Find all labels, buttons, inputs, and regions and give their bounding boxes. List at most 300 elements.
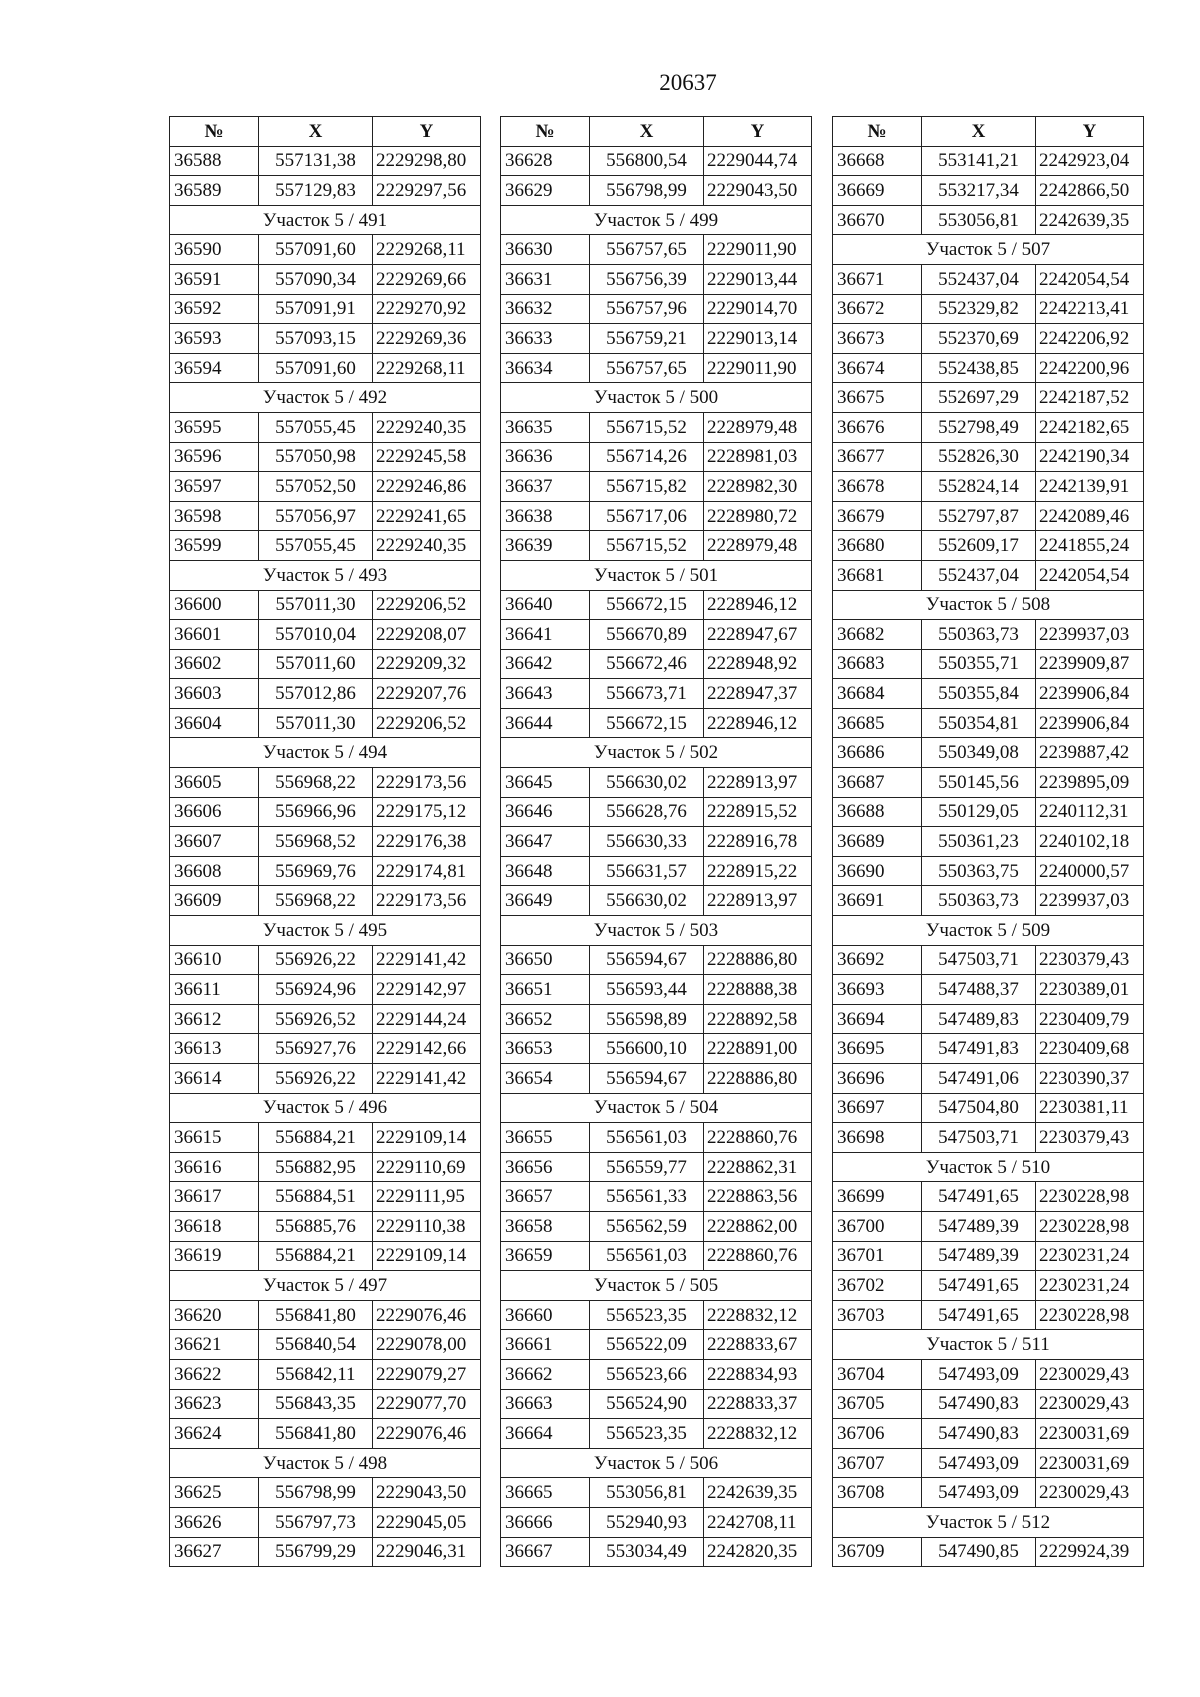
point-number: 36670: [833, 205, 922, 235]
table-row: [833, 442, 1144, 472]
y-coordinate: 2230029,43: [1036, 1389, 1144, 1419]
table-row: [170, 472, 481, 502]
section-label: Участок 5 / 493: [170, 560, 481, 590]
point-number: 36693: [833, 975, 922, 1005]
point-number: 36673: [833, 324, 922, 354]
y-coordinate: 2230231,24: [1036, 1241, 1144, 1271]
point-number: 36630: [501, 235, 590, 265]
point-number: 36665: [501, 1478, 590, 1508]
table-row: [833, 975, 1144, 1005]
table-row: [170, 1478, 481, 1508]
y-coordinate: 2230031,69: [1036, 1419, 1144, 1449]
y-coordinate: 2242200,96: [1036, 353, 1144, 383]
y-coordinate: 2230379,43: [1036, 1123, 1144, 1153]
table-row: [170, 1300, 481, 1330]
table-row: [501, 1478, 812, 1508]
header-num: №: [501, 117, 590, 147]
y-coordinate: 2228979,48: [704, 531, 812, 561]
point-number: 36590: [170, 235, 259, 265]
x-coordinate: 557055,45: [259, 412, 373, 442]
y-coordinate: 2229142,97: [373, 975, 481, 1005]
x-coordinate: 547491,65: [922, 1271, 1036, 1301]
x-coordinate: 553056,81: [922, 205, 1036, 235]
section-row: [501, 560, 812, 590]
table-row: [501, 856, 812, 886]
y-coordinate: 2228947,67: [704, 620, 812, 650]
table-row: [501, 146, 812, 176]
y-coordinate: 2239937,03: [1036, 620, 1144, 650]
point-number: 36623: [170, 1389, 259, 1419]
x-coordinate: 557050,98: [259, 442, 373, 472]
table-row: [833, 1004, 1144, 1034]
point-number: 36605: [170, 768, 259, 798]
table-row: [170, 1241, 481, 1271]
table-row: [170, 1211, 481, 1241]
point-number: 36668: [833, 146, 922, 176]
y-coordinate: 2239895,09: [1036, 768, 1144, 798]
table-row: [170, 294, 481, 324]
table-row: [501, 1034, 812, 1064]
y-coordinate: 2228862,31: [704, 1152, 812, 1182]
x-coordinate: 550129,05: [922, 797, 1036, 827]
y-coordinate: 2228860,76: [704, 1241, 812, 1271]
point-number: 36691: [833, 886, 922, 916]
header-row: [833, 117, 1144, 147]
x-coordinate: 556630,33: [590, 827, 704, 857]
point-number: 36592: [170, 294, 259, 324]
x-coordinate: 556717,06: [590, 501, 704, 531]
point-number: 36700: [833, 1211, 922, 1241]
section-label: Участок 5 / 492: [170, 383, 481, 413]
section-label: Участок 5 / 510: [833, 1152, 1144, 1182]
x-coordinate: 556924,96: [259, 975, 373, 1005]
x-coordinate: 556630,02: [590, 886, 704, 916]
header-row: [170, 117, 481, 147]
y-coordinate: 2229077,70: [373, 1389, 481, 1419]
point-number: 36613: [170, 1034, 259, 1064]
y-coordinate: 2241855,24: [1036, 531, 1144, 561]
point-number: 36639: [501, 531, 590, 561]
table-row: [170, 412, 481, 442]
x-coordinate: 556841,80: [259, 1419, 373, 1449]
x-coordinate: 557011,60: [259, 649, 373, 679]
y-coordinate: 2242206,92: [1036, 324, 1144, 354]
x-coordinate: 552797,87: [922, 501, 1036, 531]
x-coordinate: 550349,08: [922, 738, 1036, 768]
table-row: [501, 1123, 812, 1153]
point-number: 36690: [833, 856, 922, 886]
x-coordinate: 552826,30: [922, 442, 1036, 472]
point-number: 36683: [833, 649, 922, 679]
header-x: X: [590, 117, 704, 147]
y-coordinate: 2229142,66: [373, 1034, 481, 1064]
x-coordinate: 553141,21: [922, 146, 1036, 176]
table-row: [170, 176, 481, 206]
table-row: [501, 501, 812, 531]
point-number: 36651: [501, 975, 590, 1005]
y-coordinate: 2242190,34: [1036, 442, 1144, 472]
x-coordinate: 547489,39: [922, 1211, 1036, 1241]
y-coordinate: 2242923,04: [1036, 146, 1144, 176]
table-row: [170, 353, 481, 383]
section-row: [833, 590, 1144, 620]
header-num: №: [833, 117, 922, 147]
y-coordinate: 2239887,42: [1036, 738, 1144, 768]
point-number: 36608: [170, 856, 259, 886]
table-row: [170, 1064, 481, 1094]
point-number: 36655: [501, 1123, 590, 1153]
x-coordinate: 556966,96: [259, 797, 373, 827]
y-coordinate: 2229011,90: [704, 235, 812, 265]
y-coordinate: 2230381,11: [1036, 1093, 1144, 1123]
section-label: Участок 5 / 511: [833, 1330, 1144, 1360]
table-row: [501, 945, 812, 975]
point-number: 36701: [833, 1241, 922, 1271]
point-number: 36708: [833, 1478, 922, 1508]
header-x: X: [259, 117, 373, 147]
point-number: 36679: [833, 501, 922, 531]
y-coordinate: 2229111,95: [373, 1182, 481, 1212]
x-coordinate: 550355,71: [922, 649, 1036, 679]
table-row: [833, 945, 1144, 975]
x-coordinate: 557011,30: [259, 708, 373, 738]
y-coordinate: 2228948,92: [704, 649, 812, 679]
x-coordinate: 556885,76: [259, 1211, 373, 1241]
y-coordinate: 2229110,69: [373, 1152, 481, 1182]
section-row: [833, 1507, 1144, 1537]
point-number: 36632: [501, 294, 590, 324]
point-number: 36646: [501, 797, 590, 827]
table-row: [170, 649, 481, 679]
x-coordinate: 556799,29: [259, 1537, 373, 1567]
y-coordinate: 2228913,97: [704, 768, 812, 798]
point-number: 36686: [833, 738, 922, 768]
y-coordinate: 2239937,03: [1036, 886, 1144, 916]
table-row: [501, 1330, 812, 1360]
x-coordinate: 557090,34: [259, 264, 373, 294]
point-number: 36666: [501, 1507, 590, 1537]
x-coordinate: 547491,06: [922, 1064, 1036, 1094]
x-coordinate: 550363,75: [922, 856, 1036, 886]
section-label: Участок 5 / 508: [833, 590, 1144, 620]
table-row: [501, 264, 812, 294]
table-row: [833, 1064, 1144, 1094]
table-row: [833, 886, 1144, 916]
x-coordinate: 556561,33: [590, 1182, 704, 1212]
x-coordinate: 552438,85: [922, 353, 1036, 383]
y-coordinate: 2229144,24: [373, 1004, 481, 1034]
coordinate-table-2: [500, 116, 812, 1567]
x-coordinate: 557091,91: [259, 294, 373, 324]
table-row: [833, 649, 1144, 679]
section-label: Участок 5 / 502: [501, 738, 812, 768]
section-row: [833, 916, 1144, 946]
x-coordinate: 556628,76: [590, 797, 704, 827]
coordinate-table-1: [169, 116, 481, 1567]
point-number: 36616: [170, 1152, 259, 1182]
point-number: 36612: [170, 1004, 259, 1034]
x-coordinate: 547493,09: [922, 1478, 1036, 1508]
table-row: [833, 1478, 1144, 1508]
y-coordinate: 2228981,03: [704, 442, 812, 472]
x-coordinate: 547491,65: [922, 1182, 1036, 1212]
header-y: Y: [704, 117, 812, 147]
table-row: [833, 1419, 1144, 1449]
point-number: 36657: [501, 1182, 590, 1212]
y-coordinate: 2242054,54: [1036, 560, 1144, 590]
y-coordinate: 2228913,97: [704, 886, 812, 916]
x-coordinate: 557093,15: [259, 324, 373, 354]
point-number: 36615: [170, 1123, 259, 1153]
point-number: 36660: [501, 1300, 590, 1330]
point-number: 36601: [170, 620, 259, 650]
x-coordinate: 557010,04: [259, 620, 373, 650]
x-coordinate: 556524,90: [590, 1389, 704, 1419]
section-label: Участок 5 / 504: [501, 1093, 812, 1123]
table-row: [170, 1004, 481, 1034]
table-row: [833, 827, 1144, 857]
table-row: [833, 620, 1144, 650]
y-coordinate: 2242182,65: [1036, 412, 1144, 442]
table-row: [833, 294, 1144, 324]
y-coordinate: 2229206,52: [373, 590, 481, 620]
x-coordinate: 556594,67: [590, 945, 704, 975]
x-coordinate: 556757,96: [590, 294, 704, 324]
point-number: 36607: [170, 827, 259, 857]
x-coordinate: 556714,26: [590, 442, 704, 472]
table-row: [501, 1359, 812, 1389]
table-row: [833, 768, 1144, 798]
x-coordinate: 556926,22: [259, 1064, 373, 1094]
point-number: 36650: [501, 945, 590, 975]
table-row: [501, 679, 812, 709]
table-row: [170, 856, 481, 886]
point-number: 36652: [501, 1004, 590, 1034]
y-coordinate: 2229141,42: [373, 1064, 481, 1094]
x-coordinate: 547490,85: [922, 1537, 1036, 1567]
table-row: [501, 472, 812, 502]
y-coordinate: 2230389,01: [1036, 975, 1144, 1005]
point-number: 36689: [833, 827, 922, 857]
point-number: 36647: [501, 827, 590, 857]
table-row: [833, 353, 1144, 383]
point-number: 36631: [501, 264, 590, 294]
x-coordinate: 550355,84: [922, 679, 1036, 709]
x-coordinate: 557052,50: [259, 472, 373, 502]
table-row: [501, 1241, 812, 1271]
table-row: [833, 1211, 1144, 1241]
y-coordinate: 2229109,14: [373, 1123, 481, 1153]
point-number: 36588: [170, 146, 259, 176]
x-coordinate: 556630,02: [590, 768, 704, 798]
x-coordinate: 557011,30: [259, 590, 373, 620]
x-coordinate: 556631,57: [590, 856, 704, 886]
table-row: [501, 1064, 812, 1094]
x-coordinate: 556672,15: [590, 590, 704, 620]
point-number: 36662: [501, 1359, 590, 1389]
section-label: Участок 5 / 505: [501, 1271, 812, 1301]
x-coordinate: 556926,22: [259, 945, 373, 975]
point-number: 36680: [833, 531, 922, 561]
table-row: [170, 442, 481, 472]
table-row: [170, 827, 481, 857]
table-row: [170, 1389, 481, 1419]
y-coordinate: 2229011,90: [704, 353, 812, 383]
y-coordinate: 2230228,98: [1036, 1182, 1144, 1212]
x-coordinate: 556798,99: [590, 176, 704, 206]
x-coordinate: 557131,38: [259, 146, 373, 176]
table-row: [501, 1507, 812, 1537]
table-row: [833, 176, 1144, 206]
x-coordinate: 547503,71: [922, 945, 1036, 975]
point-number: 36594: [170, 353, 259, 383]
section-label: Участок 5 / 506: [501, 1448, 812, 1478]
point-number: 36600: [170, 590, 259, 620]
section-row: [170, 560, 481, 590]
table-row: [833, 412, 1144, 442]
point-number: 36635: [501, 412, 590, 442]
x-coordinate: 556715,82: [590, 472, 704, 502]
x-coordinate: 557012,86: [259, 679, 373, 709]
table-row: [170, 590, 481, 620]
x-coordinate: 552798,49: [922, 412, 1036, 442]
table-row: [833, 472, 1144, 502]
point-number: 36653: [501, 1034, 590, 1064]
x-coordinate: 556522,09: [590, 1330, 704, 1360]
table-row: [170, 501, 481, 531]
point-number: 36614: [170, 1064, 259, 1094]
x-coordinate: 556757,65: [590, 235, 704, 265]
table-row: [501, 442, 812, 472]
point-number: 36609: [170, 886, 259, 916]
x-coordinate: 547491,65: [922, 1300, 1036, 1330]
point-number: 36597: [170, 472, 259, 502]
point-number: 36636: [501, 442, 590, 472]
table-row: [501, 1419, 812, 1449]
table-row: [501, 708, 812, 738]
y-coordinate: 2228833,37: [704, 1389, 812, 1419]
section-label: Участок 5 / 500: [501, 383, 812, 413]
section-row: [501, 1271, 812, 1301]
x-coordinate: 552437,04: [922, 560, 1036, 590]
point-number: 36698: [833, 1123, 922, 1153]
x-coordinate: 552940,93: [590, 1507, 704, 1537]
y-coordinate: 2229013,14: [704, 324, 812, 354]
point-number: 36707: [833, 1448, 922, 1478]
table-row: [833, 1537, 1144, 1567]
table-row: [833, 1271, 1144, 1301]
x-coordinate: 556884,51: [259, 1182, 373, 1212]
section-row: [501, 383, 812, 413]
x-coordinate: 556523,66: [590, 1359, 704, 1389]
y-coordinate: 2228947,37: [704, 679, 812, 709]
section-label: Участок 5 / 497: [170, 1271, 481, 1301]
y-coordinate: 2229076,46: [373, 1300, 481, 1330]
x-coordinate: 552370,69: [922, 324, 1036, 354]
y-coordinate: 2230390,37: [1036, 1064, 1144, 1094]
point-number: 36674: [833, 353, 922, 383]
point-number: 36604: [170, 708, 259, 738]
section-label: Участок 5 / 496: [170, 1093, 481, 1123]
y-coordinate: 2228886,80: [704, 945, 812, 975]
table-row: [833, 1359, 1144, 1389]
table-row: [501, 797, 812, 827]
section-label: Участок 5 / 512: [833, 1507, 1144, 1537]
point-number: 36645: [501, 768, 590, 798]
x-coordinate: 547490,83: [922, 1419, 1036, 1449]
table-row: [833, 1123, 1144, 1153]
section-row: [170, 1271, 481, 1301]
x-coordinate: 556842,11: [259, 1359, 373, 1389]
point-number: 36625: [170, 1478, 259, 1508]
table-row: [170, 1330, 481, 1360]
y-coordinate: 2239906,84: [1036, 708, 1144, 738]
x-coordinate: 556523,35: [590, 1419, 704, 1449]
y-coordinate: 2228832,12: [704, 1300, 812, 1330]
table-row: [501, 412, 812, 442]
y-coordinate: 2228886,80: [704, 1064, 812, 1094]
y-coordinate: 2230029,43: [1036, 1478, 1144, 1508]
x-coordinate: 547503,71: [922, 1123, 1036, 1153]
y-coordinate: 2239906,84: [1036, 679, 1144, 709]
y-coordinate: 2242089,46: [1036, 501, 1144, 531]
y-coordinate: 2229173,56: [373, 768, 481, 798]
point-number: 36619: [170, 1241, 259, 1271]
y-coordinate: 2229043,50: [704, 176, 812, 206]
table-row: [833, 1241, 1144, 1271]
section-label: Участок 5 / 509: [833, 916, 1144, 946]
x-coordinate: 556884,21: [259, 1241, 373, 1271]
table-row: [501, 1537, 812, 1567]
x-coordinate: 556759,21: [590, 324, 704, 354]
x-coordinate: 552329,82: [922, 294, 1036, 324]
y-coordinate: 2229043,50: [373, 1478, 481, 1508]
y-coordinate: 2228946,12: [704, 590, 812, 620]
x-coordinate: 556798,99: [259, 1478, 373, 1508]
table-row: [501, 886, 812, 916]
point-number: 36627: [170, 1537, 259, 1567]
table-row: [833, 679, 1144, 709]
point-number: 36678: [833, 472, 922, 502]
section-row: [833, 235, 1144, 265]
x-coordinate: 556561,03: [590, 1123, 704, 1153]
x-coordinate: 556800,54: [590, 146, 704, 176]
x-coordinate: 556843,35: [259, 1389, 373, 1419]
table-row: [501, 1389, 812, 1419]
y-coordinate: 2228862,00: [704, 1211, 812, 1241]
y-coordinate: 2228891,00: [704, 1034, 812, 1064]
section-label: Участок 5 / 503: [501, 916, 812, 946]
y-coordinate: 2229109,14: [373, 1241, 481, 1271]
point-number: 36618: [170, 1211, 259, 1241]
section-label: Участок 5 / 499: [501, 205, 812, 235]
x-coordinate: 556840,54: [259, 1330, 373, 1360]
y-coordinate: 2242054,54: [1036, 264, 1144, 294]
point-number: 36695: [833, 1034, 922, 1064]
x-coordinate: 556797,73: [259, 1507, 373, 1537]
y-coordinate: 2230029,43: [1036, 1359, 1144, 1389]
y-coordinate: 2229240,35: [373, 412, 481, 442]
point-number: 36640: [501, 590, 590, 620]
y-coordinate: 2229269,36: [373, 324, 481, 354]
x-coordinate: 547493,09: [922, 1359, 1036, 1389]
y-coordinate: 2229241,65: [373, 501, 481, 531]
section-row: [501, 1093, 812, 1123]
section-label: Участок 5 / 507: [833, 235, 1144, 265]
section-label: Участок 5 / 491: [170, 205, 481, 235]
table-row: [501, 590, 812, 620]
x-coordinate: 556968,52: [259, 827, 373, 857]
